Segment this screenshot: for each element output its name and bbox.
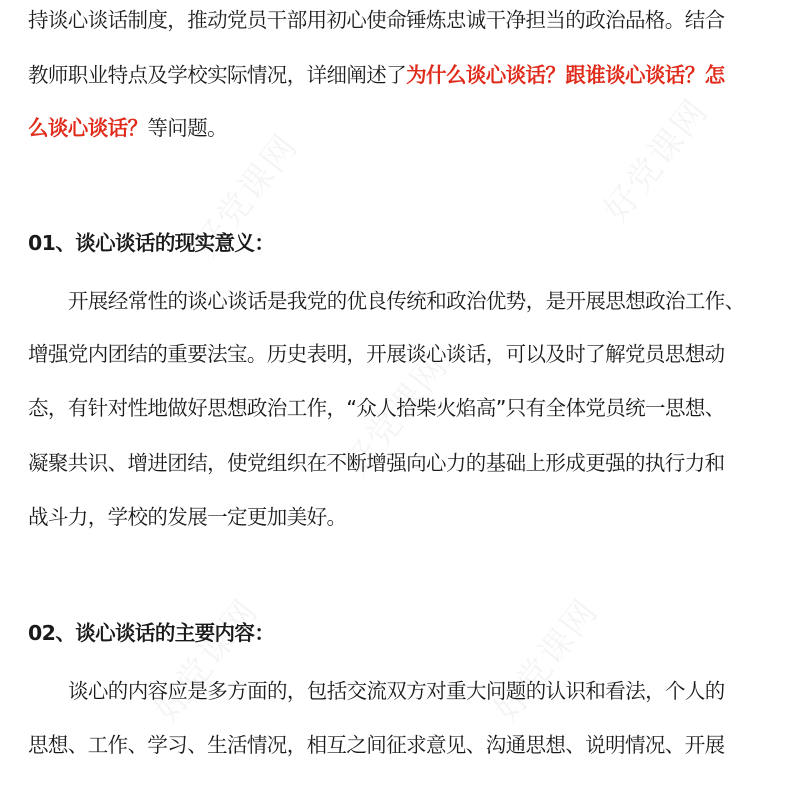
section-1-paragraph-line: 凝聚共识、增进团结，使党组织在不断增强向心力的基础上形成更强的执行力和 (28, 451, 725, 475)
section-2-heading: 02、谈心谈话的主要内容： (28, 621, 275, 645)
intro-line-2 (28, 60, 725, 90)
intro-line-3 (28, 113, 227, 143)
intro-line-2-text: 教师职业特点及学校实际情况，详细阐述了 (28, 63, 407, 87)
watermark (590, 87, 717, 231)
section-1-paragraph-line: 战斗力，学校的发展一定更加美好。 (28, 505, 347, 529)
intro-line-3-text: 等问题。 (147, 116, 228, 140)
intro-highlight-questions: 为什么谈心谈话？跟谁谈心谈话？怎 (406, 63, 725, 87)
watermark (140, 587, 267, 731)
section-1-paragraph-line: 增强党内团结的重要法宝。历史表明，开展谈心谈话，可以及时了解党员思想动 (28, 342, 725, 366)
watermark (480, 587, 607, 731)
section-1-heading: 01、谈心谈话的现实意义： (28, 231, 275, 255)
intro-highlight-question-3: 么谈心谈话？ (28, 116, 148, 140)
section-2-paragraph-line: 谈心的内容应是多方面的，包括交流双方对重大问题的认识和看法，个人的 (68, 679, 725, 703)
section-1-paragraph-line: 态，有针对性地做好思想政治工作，“众人拾柴火焰高”只有全体党员统一思想、 (28, 396, 725, 420)
intro-line-1: 持谈心谈话制度，推动党员干部用初心使命锤炼忠诚干净担当的政治品格。结合 (28, 8, 725, 32)
section-2-paragraph-line: 思想、工作、学习、生活情况，相互之间征求意见、沟通思想、说明情况、开展 (28, 733, 725, 757)
section-1-paragraph-line: 开展经常性的谈心谈话是我党的优良传统和政治优势，是开展思想政治工作、 (68, 289, 745, 313)
